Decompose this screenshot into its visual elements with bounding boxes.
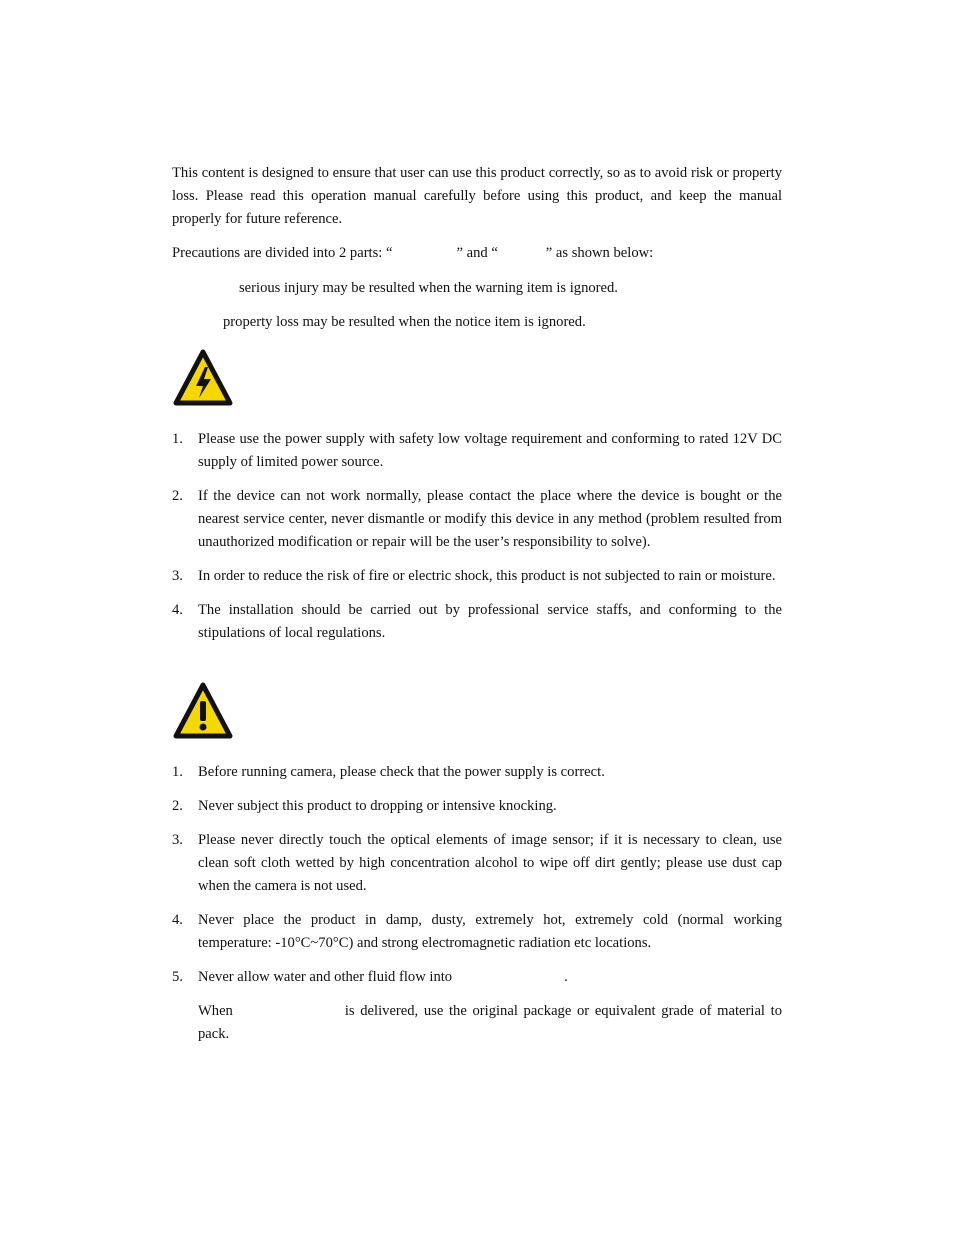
list-item: [172, 829, 782, 898]
list-number: 3.: [172, 568, 183, 584]
list-item-text: The installation should be carried out by professional service staffs, and conforming to the stipulations of local regulations.: [198, 602, 782, 641]
trailing-start: When: [198, 1003, 233, 1019]
precautions-line: [172, 242, 782, 265]
list-item: [172, 428, 782, 474]
warning-definition: serious injury may be resulted when the warning item is ignored.: [239, 280, 618, 296]
manual-page: [172, 162, 782, 1046]
list-item-suffix: .: [564, 969, 568, 985]
notice-definition: property loss may be resulted when the notice item is ignored.: [223, 314, 586, 330]
list-item: [172, 761, 782, 784]
exclamation-caution-icon: [172, 681, 234, 741]
warning-list: [172, 428, 782, 645]
list-number: 2.: [172, 798, 183, 814]
intro-paragraph: This content is designed to ensure that user can use this product correctly, so as to avoid risk or property loss. Please read this operation manual carefully before using this product, and keep the manual properly for future reference.: [172, 165, 782, 227]
warning-icon-block: [172, 348, 782, 408]
list-number: 1.: [172, 431, 183, 447]
list-item-text: Never allow water and other fluid flow into: [198, 969, 453, 985]
precautions-text-part2: ” and “: [456, 245, 498, 261]
list-item-text: If the device can not work normally, please contact the place where the device is bought or the nearest service center, never dismantle or modify this device in any method (problem resulted from unauthorized modification or repair will be the user’s responsibility to solve).: [198, 488, 782, 550]
list-item-text: Please never directly touch the optical elements of image sensor; if it is necessary to clean, use clean soft cloth wetted by high concentration alcohol to wipe off dirt gently; please use dust cap when the camera is not used.: [198, 832, 782, 894]
list-item: [172, 966, 782, 989]
list-item: [172, 599, 782, 645]
trailing-rest: is delivered, use the original package or equivalent grade of material to pack.: [198, 1003, 782, 1042]
precautions-text-part3: ” as shown below:: [545, 245, 654, 261]
list-item: [172, 795, 782, 818]
list-item: [172, 565, 782, 588]
precautions-text-part1: Precautions are divided into 2 parts: “: [172, 245, 393, 261]
list-item: [172, 909, 782, 955]
notice-list: [172, 761, 782, 989]
list-item-text: Please use the power supply with safety low voltage requirement and conforming to rated 12V DC supply of limited power source.: [198, 431, 782, 470]
list-item-text: Never subject this product to dropping or intensive knocking.: [198, 798, 557, 814]
list-number: 4.: [172, 912, 183, 928]
list-item-text: Never place the product in damp, dusty, extremely hot, extremely cold (normal working temperature: -10°C~70°C) and strong electromagnetic radiation etc locations.: [198, 912, 782, 951]
list-number: 5.: [172, 969, 183, 985]
trailing-paragraph: [172, 1000, 782, 1046]
notice-icon-block: [172, 681, 782, 741]
list-item-text: Before running camera, please check that the power supply is correct.: [198, 764, 605, 780]
list-number: 1.: [172, 764, 183, 780]
electric-shock-warning-icon: [172, 348, 234, 408]
list-item-text: In order to reduce the risk of fire or electric shock, this product is not subjected to rain or moisture.: [198, 568, 776, 584]
list-item: [172, 485, 782, 554]
list-number: 3.: [172, 832, 183, 848]
list-number: 4.: [172, 602, 183, 618]
list-number: 2.: [172, 488, 183, 504]
